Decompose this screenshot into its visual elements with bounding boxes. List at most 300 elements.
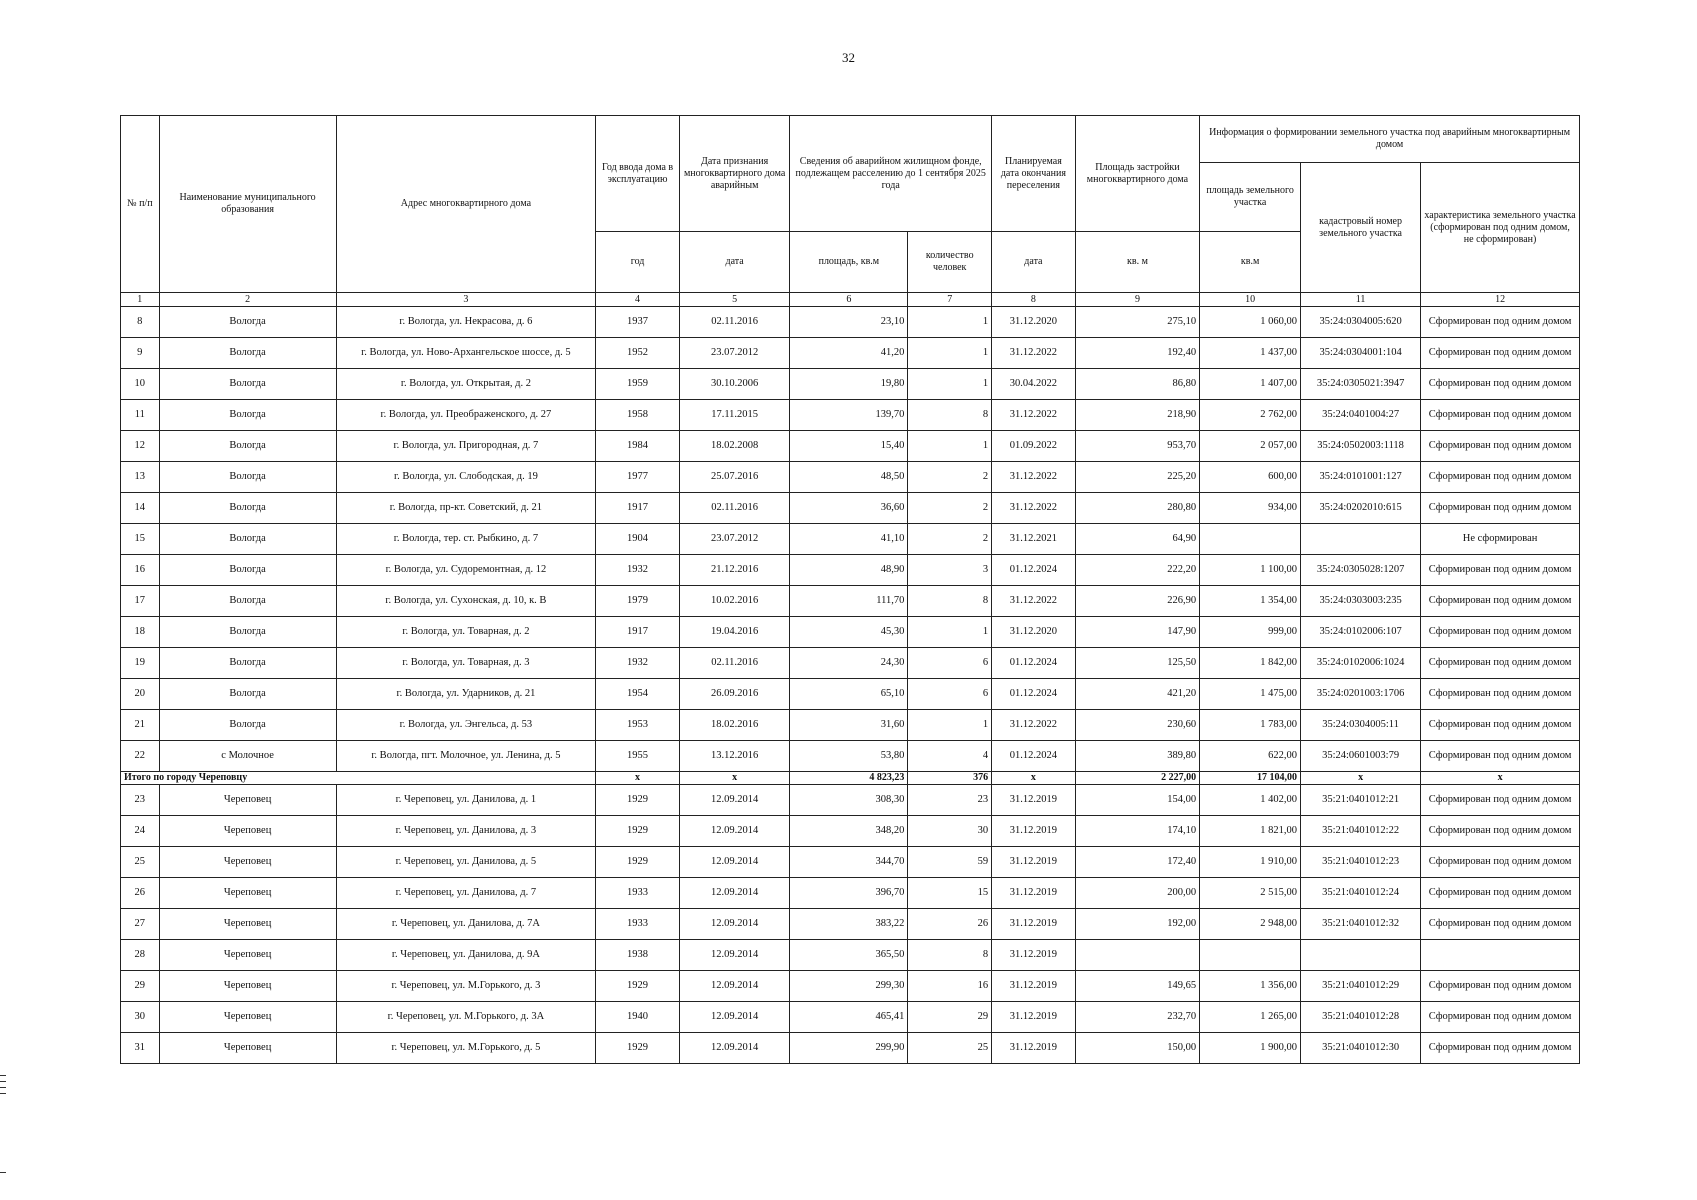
living-area-cell: 65,10 [790,679,908,710]
living-area-cell: 19,80 [790,369,908,400]
planned-date-cell: 01.12.2024 [992,648,1076,679]
municipality-cell: Череповец [159,940,336,971]
recognition-date-cell: 30.10.2006 [679,369,789,400]
column-number: 10 [1200,293,1301,307]
planned-date-cell: 31.12.2022 [992,400,1076,431]
recognition-date-cell: 02.11.2016 [679,493,789,524]
column-number: 5 [679,293,789,307]
header-land-info: Информация о формировании земельного участка под аварийным многоквартирным домом [1200,116,1580,163]
table-row [121,493,1580,524]
living-area-cell: 299,90 [790,1033,908,1064]
municipality-cell: Череповец [159,878,336,909]
column-number: 2 [159,293,336,307]
land-area-cell: 1 821,00 [1200,816,1301,847]
municipality-cell: Вологда [159,524,336,555]
planned-date-cell: 31.12.2019 [992,816,1076,847]
column-number: 7 [908,293,992,307]
row-number-cell: 30 [121,1002,160,1033]
cadastral-number-cell: 35:24:0502003:1118 [1301,431,1421,462]
cadastral-number-cell: 35:24:0202010:615 [1301,493,1421,524]
land-area-cell: 2 057,00 [1200,431,1301,462]
column-number: 9 [1075,293,1199,307]
header-num: № п/п [121,116,160,293]
recognition-date-cell: 12.09.2014 [679,909,789,940]
year-built-cell: 1952 [596,338,680,369]
table-row [121,816,1580,847]
column-number: 12 [1421,293,1580,307]
year-built-cell: 1984 [596,431,680,462]
planned-date-cell: 31.12.2021 [992,524,1076,555]
land-status-cell: Сформирован под одним домом [1421,369,1580,400]
built-area-cell: 953,70 [1075,431,1199,462]
built-area-cell: 174,10 [1075,816,1199,847]
built-area-cell: 200,00 [1075,878,1199,909]
table-row [121,369,1580,400]
address-cell: г. Череповец, ул. Данилова, д. 9А [336,940,596,971]
people-count-cell: 3 [908,555,992,586]
land-status-cell: Сформирован под одним домом [1421,741,1580,772]
built-area-cell: 149,65 [1075,971,1199,1002]
planned-date-cell: 01.09.2022 [992,431,1076,462]
municipality-cell: Вологда [159,307,336,338]
living-area-cell: 36,60 [790,493,908,524]
cadastral-number-cell [1301,524,1421,555]
cadastral-number-cell: 35:21:0401012:21 [1301,785,1421,816]
living-area-cell: 41,20 [790,338,908,369]
row-number-cell: 15 [121,524,160,555]
planned-date-cell: 31.12.2022 [992,586,1076,617]
municipality-cell: Вологда [159,462,336,493]
column-number: 11 [1301,293,1421,307]
cadastral-number-cell: 35:24:0304001:104 [1301,338,1421,369]
table-row [121,785,1580,816]
table-row [121,847,1580,878]
land-area-cell: 600,00 [1200,462,1301,493]
cadastral-number-cell: 35:24:0304005:11 [1301,710,1421,741]
municipality-cell: Вологда [159,679,336,710]
cadastral-number-cell: 35:21:0401012:29 [1301,971,1421,1002]
planned-date-cell: 31.12.2020 [992,307,1076,338]
people-count-cell: 1 [908,338,992,369]
built-area-cell: 192,00 [1075,909,1199,940]
address-cell: г. Вологда, ул. Судоремонтная, д. 12 [336,555,596,586]
address-cell: г. Вологда, ул. Некрасова, д. 6 [336,307,596,338]
living-area-cell: 48,90 [790,555,908,586]
land-status-cell: Сформирован под одним домом [1421,493,1580,524]
row-number-cell: 24 [121,816,160,847]
total-year: х [596,772,680,785]
unit-sqm: кв. м [1075,232,1199,293]
land-status-cell: Сформирован под одним домом [1421,1033,1580,1064]
total-date: х [679,772,789,785]
land-status-cell: Сформирован под одним домом [1421,909,1580,940]
address-cell: г. Череповец, ул. М.Горького, д. 5 [336,1033,596,1064]
land-area-cell: 2 515,00 [1200,878,1301,909]
total-people: 376 [908,772,992,785]
total-area: 4 823,23 [790,772,908,785]
planned-date-cell: 31.12.2019 [992,971,1076,1002]
address-cell: г. Вологда, ул. Товарная, д. 2 [336,617,596,648]
municipality-cell: Вологда [159,555,336,586]
people-count-cell: 23 [908,785,992,816]
cadastral-number-cell: 35:24:0305028:1207 [1301,555,1421,586]
address-cell: г. Вологда, ул. Пригородная, д. 7 [336,431,596,462]
land-status-cell: Сформирован под одним домом [1421,679,1580,710]
address-cell: г. Череповец, ул. Данилова, д. 5 [336,847,596,878]
living-area-cell: 23,10 [790,307,908,338]
row-number-cell: 10 [121,369,160,400]
row-number-cell: 19 [121,648,160,679]
recognition-date-cell: 18.02.2008 [679,431,789,462]
year-built-cell: 1954 [596,679,680,710]
row-number-cell: 31 [121,1033,160,1064]
year-built-cell: 1929 [596,847,680,878]
table-row [121,971,1580,1002]
municipality-cell: Вологда [159,617,336,648]
unit-date: дата [679,232,789,293]
header-year: Год ввода дома в эксплуатацию [596,116,680,232]
row-number-cell: 12 [121,431,160,462]
land-status-cell: Сформирован под одним домом [1421,462,1580,493]
year-built-cell: 1940 [596,1002,680,1033]
land-area-cell: 1 910,00 [1200,847,1301,878]
recognition-date-cell: 18.02.2016 [679,710,789,741]
table-row [121,741,1580,772]
built-area-cell: 64,90 [1075,524,1199,555]
living-area-cell: 396,70 [790,878,908,909]
header-land-area: площадь земельного участка [1200,163,1301,232]
municipality-cell: Череповец [159,785,336,816]
people-count-cell: 15 [908,878,992,909]
people-count-cell: 1 [908,307,992,338]
people-count-cell: 30 [908,816,992,847]
planned-date-cell: 31.12.2019 [992,909,1076,940]
recognition-date-cell: 12.09.2014 [679,940,789,971]
table-row [121,400,1580,431]
header-planned-date: Планируемая дата окончания переселения [992,116,1076,232]
vologda-rows [121,307,1580,772]
built-area-cell: 147,90 [1075,617,1199,648]
address-cell: г. Вологда, ул. Слободская, д. 19 [336,462,596,493]
planned-date-cell: 31.12.2022 [992,462,1076,493]
planned-date-cell: 31.12.2022 [992,710,1076,741]
column-number: 4 [596,293,680,307]
year-built-cell: 1929 [596,785,680,816]
year-built-cell: 1977 [596,462,680,493]
year-built-cell: 1955 [596,741,680,772]
people-count-cell: 4 [908,741,992,772]
year-built-cell: 1932 [596,648,680,679]
address-cell: г. Вологда, пр-кт. Советский, д. 21 [336,493,596,524]
header-cadastral: кадастровый номер земельного участка [1301,163,1421,293]
table-row [121,648,1580,679]
row-number-cell: 20 [121,679,160,710]
recognition-date-cell: 21.12.2016 [679,555,789,586]
year-built-cell: 1933 [596,878,680,909]
table-row [121,338,1580,369]
cadastral-number-cell [1301,940,1421,971]
planned-date-cell: 31.12.2019 [992,940,1076,971]
row-number-cell: 28 [121,940,160,971]
living-area-cell: 348,20 [790,816,908,847]
table-row [121,940,1580,971]
unit-plan-date: дата [992,232,1076,293]
living-area-cell: 299,30 [790,971,908,1002]
built-area-cell: 86,80 [1075,369,1199,400]
year-built-cell: 1904 [596,524,680,555]
row-number-cell: 22 [121,741,160,772]
year-built-cell: 1937 [596,307,680,338]
living-area-cell: 111,70 [790,586,908,617]
municipality-cell: Вологда [159,431,336,462]
year-built-cell: 1953 [596,710,680,741]
municipality-cell: Череповец [159,971,336,1002]
address-cell: г. Череповец, ул. Данилова, д. 7 [336,878,596,909]
row-number-cell: 8 [121,307,160,338]
living-area-cell: 15,40 [790,431,908,462]
recognition-date-cell: 23.07.2012 [679,524,789,555]
people-count-cell: 59 [908,847,992,878]
header-built-area: Площадь застройки многоквартирного дома [1075,116,1199,232]
row-number-cell: 16 [121,555,160,586]
land-status-cell: Не сформирован [1421,524,1580,555]
built-area-cell: 172,40 [1075,847,1199,878]
land-status-cell: Сформирован под одним домом [1421,816,1580,847]
address-cell: г. Вологда, пгт. Молочное, ул. Ленина, д. 5 [336,741,596,772]
land-status-cell: Сформирован под одним домом [1421,847,1580,878]
built-area-cell: 192,40 [1075,338,1199,369]
unit-sqm-land: кв.м [1200,232,1301,293]
land-status-cell [1421,940,1580,971]
municipality-cell: Вологда [159,586,336,617]
cadastral-number-cell: 35:24:0102006:107 [1301,617,1421,648]
people-count-cell: 6 [908,648,992,679]
land-area-cell: 1 437,00 [1200,338,1301,369]
recognition-date-cell: 12.09.2014 [679,785,789,816]
total-built: 2 227,00 [1075,772,1199,785]
year-built-cell: 1929 [596,816,680,847]
header-address: Адрес многоквартирного дома [336,116,596,293]
scan-edge-mark [0,1172,6,1173]
land-area-cell: 1 475,00 [1200,679,1301,710]
cherepovets-rows [121,785,1580,1064]
municipality-cell: Вологда [159,648,336,679]
recognition-date-cell: 19.04.2016 [679,617,789,648]
built-area-cell: 232,70 [1075,1002,1199,1033]
planned-date-cell: 31.12.2022 [992,493,1076,524]
cadastral-number-cell: 35:21:0401012:22 [1301,816,1421,847]
land-status-cell: Сформирован под одним домом [1421,586,1580,617]
address-cell: г. Вологда, ул. Открытая, д. 2 [336,369,596,400]
column-number: 6 [790,293,908,307]
land-status-cell: Сформирован под одним домом [1421,878,1580,909]
land-status-cell: Сформирован под одним домом [1421,400,1580,431]
table-row [121,1033,1580,1064]
built-area-cell [1075,940,1199,971]
unit-people: количество человек [908,232,992,293]
recognition-date-cell: 26.09.2016 [679,679,789,710]
year-built-cell: 1932 [596,555,680,586]
table-row [121,524,1580,555]
row-number-cell: 14 [121,493,160,524]
total-plan: х [992,772,1076,785]
people-count-cell: 8 [908,400,992,431]
table-row [121,878,1580,909]
planned-date-cell: 30.04.2022 [992,369,1076,400]
land-area-cell [1200,940,1301,971]
people-count-cell: 8 [908,940,992,971]
recognition-date-cell: 17.11.2015 [679,400,789,431]
land-area-cell: 1 842,00 [1200,648,1301,679]
table-row [121,909,1580,940]
land-status-cell: Сформирован под одним домом [1421,1002,1580,1033]
municipality-cell: Вологда [159,338,336,369]
row-number-cell: 21 [121,710,160,741]
table-row [121,431,1580,462]
living-area-cell: 383,22 [790,909,908,940]
land-area-cell: 1 356,00 [1200,971,1301,1002]
built-area-cell: 150,00 [1075,1033,1199,1064]
land-area-cell: 1 783,00 [1200,710,1301,741]
built-area-cell: 225,20 [1075,462,1199,493]
row-number-cell: 13 [121,462,160,493]
land-area-cell: 1 265,00 [1200,1002,1301,1033]
people-count-cell: 16 [908,971,992,1002]
total-cadastral: х [1301,772,1421,785]
address-cell: г. Череповец, ул. М.Горького, д. 3А [336,1002,596,1033]
municipality-cell: Череповец [159,1002,336,1033]
year-built-cell: 1938 [596,940,680,971]
column-number: 1 [121,293,160,307]
land-status-cell: Сформирован под одним домом [1421,971,1580,1002]
column-number-row [121,293,1580,307]
land-area-cell: 2 948,00 [1200,909,1301,940]
built-area-cell: 389,80 [1075,741,1199,772]
people-count-cell: 1 [908,617,992,648]
living-area-cell: 344,70 [790,847,908,878]
recognition-date-cell: 12.09.2014 [679,816,789,847]
table-row [121,679,1580,710]
year-built-cell: 1917 [596,493,680,524]
planned-date-cell: 31.12.2019 [992,878,1076,909]
address-cell: г. Череповец, ул. Данилова, д. 1 [336,785,596,816]
recognition-date-cell: 12.09.2014 [679,971,789,1002]
cadastral-number-cell: 35:24:0305021:3947 [1301,369,1421,400]
total-status: х [1421,772,1580,785]
address-cell: г. Вологда, ул. Преображенского, д. 27 [336,400,596,431]
cadastral-number-cell: 35:24:0102006:1024 [1301,648,1421,679]
header-recognition-date: Дата признания многоквартирного дома аварийным [679,116,789,232]
header-municipality: Наименование муниципального образования [159,116,336,293]
cadastral-number-cell: 35:24:0303003:235 [1301,586,1421,617]
land-status-cell: Сформирован под одним домом [1421,307,1580,338]
land-area-cell: 934,00 [1200,493,1301,524]
built-area-cell: 275,10 [1075,307,1199,338]
header-characteristic: характеристика земельного участка (сформирован под одним домом, не сформирован) [1421,163,1580,293]
land-status-cell: Сформирован под одним домом [1421,785,1580,816]
table-row [121,617,1580,648]
planned-date-cell: 31.12.2019 [992,1033,1076,1064]
year-built-cell: 1933 [596,909,680,940]
people-count-cell: 25 [908,1033,992,1064]
total-section [121,772,1580,785]
living-area-cell: 45,30 [790,617,908,648]
living-area-cell: 365,50 [790,940,908,971]
unit-area: площадь, кв.м [790,232,908,293]
land-status-cell: Сформирован под одним домом [1421,338,1580,369]
row-number-cell: 9 [121,338,160,369]
land-area-cell [1200,524,1301,555]
land-area-cell: 622,00 [1200,741,1301,772]
built-area-cell: 280,80 [1075,493,1199,524]
people-count-cell: 2 [908,462,992,493]
recognition-date-cell: 12.09.2014 [679,878,789,909]
people-count-cell: 6 [908,679,992,710]
built-area-cell: 218,90 [1075,400,1199,431]
year-built-cell: 1929 [596,1033,680,1064]
row-number-cell: 23 [121,785,160,816]
living-area-cell: 24,30 [790,648,908,679]
people-count-cell: 2 [908,524,992,555]
land-area-cell: 1 100,00 [1200,555,1301,586]
planned-date-cell: 31.12.2022 [992,338,1076,369]
municipality-cell: Вологда [159,493,336,524]
address-cell: г. Вологда, ул. Энгельса, д. 53 [336,710,596,741]
land-status-cell: Сформирован под одним домом [1421,617,1580,648]
living-area-cell: 53,80 [790,741,908,772]
living-area-cell: 308,30 [790,785,908,816]
table-row [121,462,1580,493]
recognition-date-cell: 12.09.2014 [679,847,789,878]
people-count-cell: 29 [908,1002,992,1033]
living-area-cell: 41,10 [790,524,908,555]
cadastral-number-cell: 35:24:0201003:1706 [1301,679,1421,710]
cadastral-number-cell: 35:21:0401012:30 [1301,1033,1421,1064]
land-status-cell: Сформирован под одним домом [1421,431,1580,462]
scan-edge-marks [0,1075,6,1099]
address-cell: г. Вологда, ул. Товарная, д. 3 [336,648,596,679]
row-number-cell: 11 [121,400,160,431]
header-housing-info: Сведения об аварийном жилищном фонде, подлежащем расселению до 1 сентября 2025 года [790,116,992,232]
people-count-cell: 2 [908,493,992,524]
year-built-cell: 1979 [596,586,680,617]
address-cell: г. Череповец, ул. Данилова, д. 7А [336,909,596,940]
cadastral-number-cell: 35:24:0304005:620 [1301,307,1421,338]
municipality-cell: с Молочное [159,741,336,772]
table-row [121,710,1580,741]
row-number-cell: 18 [121,617,160,648]
living-area-cell: 31,60 [790,710,908,741]
recognition-date-cell: 10.02.2016 [679,586,789,617]
planned-date-cell: 01.12.2024 [992,679,1076,710]
planned-date-cell: 01.12.2024 [992,555,1076,586]
column-number: 8 [992,293,1076,307]
address-cell: г. Череповец, ул. М.Горького, д. 3 [336,971,596,1002]
municipality-cell: Вологда [159,710,336,741]
land-area-cell: 1 407,00 [1200,369,1301,400]
planned-date-cell: 31.12.2019 [992,785,1076,816]
unit-year: год [596,232,680,293]
recognition-date-cell: 02.11.2016 [679,307,789,338]
recognition-date-cell: 02.11.2016 [679,648,789,679]
land-status-cell: Сформирован под одним домом [1421,555,1580,586]
built-area-cell: 421,20 [1075,679,1199,710]
built-area-cell: 154,00 [1075,785,1199,816]
address-cell: г. Череповец, ул. Данилова, д. 3 [336,816,596,847]
people-count-cell: 1 [908,369,992,400]
column-number: 3 [336,293,596,307]
living-area-cell: 139,70 [790,400,908,431]
